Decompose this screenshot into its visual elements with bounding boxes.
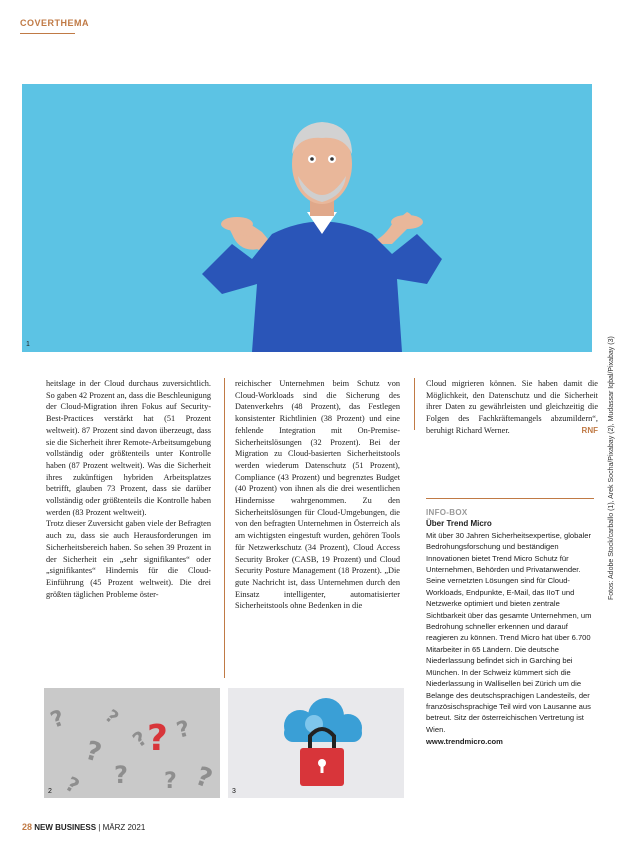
shrugging-man-illustration xyxy=(22,84,592,352)
info-box-link[interactable]: www.trendmicro.com xyxy=(426,737,503,747)
svg-text:?: ? xyxy=(128,725,152,753)
magazine-name: NEW BUSINESS xyxy=(34,823,97,832)
svg-text:?: ? xyxy=(100,705,123,729)
svg-text:?: ? xyxy=(61,771,84,798)
photo-credit: Fotos: Adobe Stock/carballo (1), Arek Socha/Pixabay (2), Mudassar Iqbal/Pixabay (3) xyxy=(608,336,615,600)
svg-text:?: ? xyxy=(47,705,69,734)
info-box xyxy=(426,507,594,748)
column-divider xyxy=(414,378,415,430)
paragraph: Trotz dieser Zuversicht gaben viele der Befragten auch zu, dass sie auch Herausforderungen im Sicherheitsbereich haben. So sehen 39 Prozent in der Sicherheit ein „sehr signifikantes“ oder „signifikantes“ Hindernis für die Cloud-Einführung (45 Prozent weltweit). Die drei größten täglichen Probleme öster- xyxy=(46,519,211,599)
figure-number: 1 xyxy=(26,341,30,348)
info-box-rule xyxy=(426,498,594,499)
info-box-title: Über Trend Micro xyxy=(426,519,492,529)
info-box-label: INFO-BOX xyxy=(426,508,468,517)
cloud-lock-image xyxy=(228,688,404,798)
figure-number: 2 xyxy=(48,788,52,795)
question-marks-image xyxy=(44,688,220,798)
paragraph: reichischer Unternehmen beim Schutz von Cloud-Workloads sind die Sicherung des Datenverkehrs (48 Prozent), das Festlegen konsistenter Richtlinien (38 Prozent) und eine fehlende Integration mit On-Premise-Sicherheitslösungen (32 Prozent). Bei der Migration zu Cloud-basierten Sicherheitstools werden wiederum Datenschutz (51 Prozent), Compliance (43 Prozent) und begrenztes Budget (40 Prozent) von ihnen als die drei wesentlichen Hindernisse wahrgenommen. Zu den Sicherheitslösungen für Cloud-Umgebungen, die von den befragten Unternehmen in Österreich als am wichtigsten eingestuft wurden, gehören Tools für Netzwerkschutz (34 Prozent), Cloud Access Security Broker (CASB, 19 Prozent) und Cloud Security Posture Management (18 Prozent). „Die gute Nachricht ist, dass Unternehmen durch den Einsatz intelligenter, automatisierter Sicherheitstools ohne Bedenken in die xyxy=(235,379,400,611)
red-question-mark: ? xyxy=(147,718,168,759)
svg-text:?: ? xyxy=(174,716,193,744)
section-rule xyxy=(20,33,75,34)
article-column-3 xyxy=(426,378,598,437)
footer-separator: | xyxy=(98,823,101,832)
paragraph xyxy=(426,378,598,437)
article-column-1 xyxy=(46,378,211,600)
article-column-2 xyxy=(235,378,400,612)
issue-date: MÄRZ 2021 xyxy=(102,823,146,832)
page-footer xyxy=(22,822,145,832)
author-signature: RNF xyxy=(581,425,598,435)
hero-photo xyxy=(22,84,592,352)
section-label: COVERTHEMA xyxy=(20,18,90,28)
column-divider xyxy=(224,378,225,678)
svg-text:?: ? xyxy=(82,735,105,769)
paragraph-text: Cloud migrieren können. Sie haben damit die Möglichkeit, den Datenschutz und die Sicherheit ihrer Daten zu gewährleisten und gleichzeitig die Folgen des Fachkräftemangels abzumildern“, beruhigt Richard Werner. xyxy=(426,379,598,435)
cloud-lock-illustration xyxy=(228,688,404,798)
page-number: 28 xyxy=(22,822,33,832)
figure-number: 3 xyxy=(232,788,236,795)
svg-text:?: ? xyxy=(114,761,128,789)
paragraph: heitslage in der Cloud durchaus zuversichtlich. So gaben 42 Prozent an, dass die Beschleunigung der Cloud-Migration ihren Fokus auf Security-Best-Practices verstärkt hat (51 Prozent weltweit). 87 Prozent sind davon überzeugt, dass sie die Sicherheit ihrer Remote-Arbeitsumgebung vollständig oder größtenteils unter Kontrolle haben (87 Prozent weltweit). Was die Sicherheit ihres zukünftigen hybriden Arbeitsplatzes betrifft, glauben 73 Prozent, dass sie darüber vollständig oder größtenteils die Kontrolle haben werden (83 Prozent weltweit). xyxy=(46,379,211,517)
svg-text:?: ? xyxy=(164,769,177,794)
svg-text:?: ? xyxy=(191,761,217,795)
info-box-body: Mit über 30 Jahren Sicherheitsexpertise, globaler Bedrohungsforschung und beständigen Innovationen bietet Trend Micro Schutz für Unternehmen, Behörden und Privatanwender. Seine vernetzten Lösungen sind für Cloud-Workloads, Endpunkte, E-Mail, das IIoT und Netzwerke optimiert und bieten zentrale Sichtbarkeit über das gesamte Unternehmen, um Bedrohung schneller erkennen und darauf reagieren zu können. Trend Micro hat über 6.700 Mitarbeiter in 65 Ländern. Die deutsche Niederlassung befindet sich in Garching bei München. In der Schweiz kümmert sich die Niederlassung in Wallisellen bei Zürich um die Belange des deutschsprachigen Landesteils, der französischsprachige Teil wird von Lausanne aus betreut. Sitz der österreichischen Vertretung ist Wien. xyxy=(426,530,592,734)
question-marks-illustration xyxy=(44,688,220,798)
